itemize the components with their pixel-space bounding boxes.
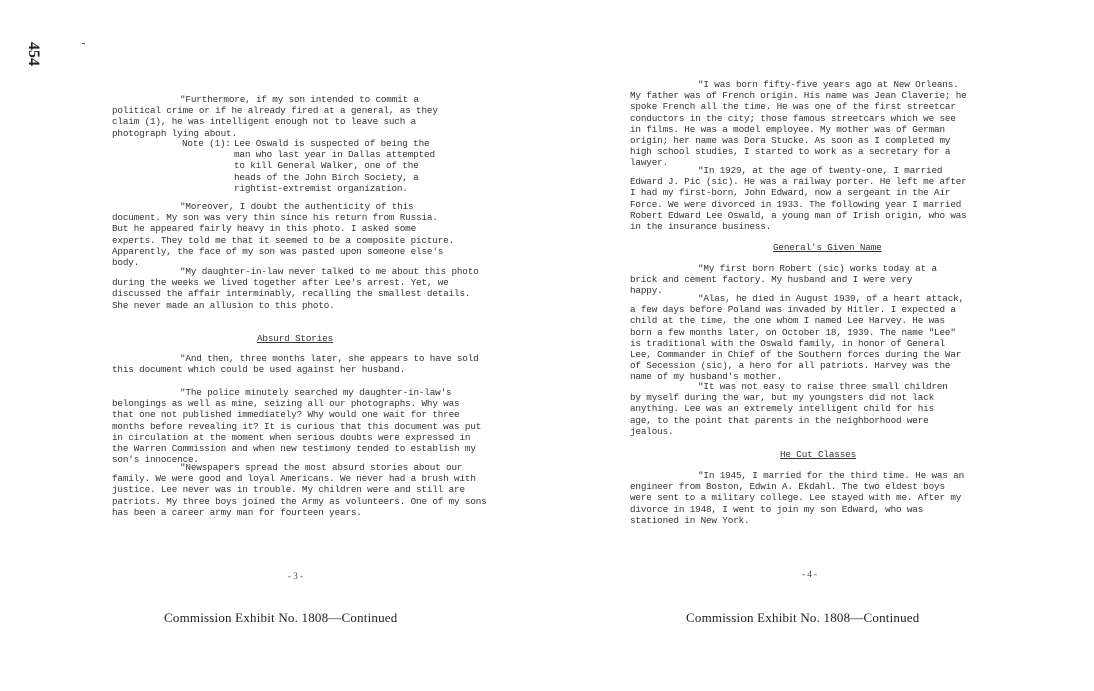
right-paragraph-3: "My first born Robert (sic) works today at a brick and cement factory. My husband and I were very happy. [630, 263, 937, 297]
left-paragraph-5: "The police minutely searched my daughter-in-law's belongings as well as mine, seizing all our photographs. Why was that one not published immediately? Why would one wait for three months before revealing it? It is curious that this document was put in circulation at the moment when serious doubts were expressed in the Warren Commission and when new testimony tended to establish my son's innocence. [112, 387, 482, 466]
left-paragraph-3: "My daughter-in-law never talked to me about this photo during the weeks we lived together after Lee's arrest. Yet, we discussed the affair interminably, recalling the smallest details. She never made an allusion to this photo. [112, 266, 479, 311]
right-paragraph-2: "In 1929, at the age of twenty-one, I married Edward J. Pic (sic). He was a railway porter. He left me after I had my first-born, John Edward, now a sergeant in the Air Force. We were divorced in 1933. The following year I married Robert Edward Lee Oswald, a young man of Irish origin, who was in the insurance business. [630, 165, 967, 233]
footnote [182, 138, 462, 194]
section-heading-generals-given-name: General's Given Name [773, 242, 882, 253]
right-paragraph-6: "In 1945, I married for the third time. He was an engineer from Boston, Edwin A. Ekdahl. The two eldest boys were sent to a military college. Lee stayed with me. After my divorce in 1948, I went to join my son Edward, who was stationed in New York. [630, 470, 965, 526]
right-exhibit-caption: Commission Exhibit No. 1808—Continued [686, 610, 920, 625]
page-number: 454 [25, 42, 42, 66]
right-page [630, 0, 970, 691]
footnote-text: Lee Oswald is suspected of being the man who last year in Dallas attempted to kill General Walker, one of the heads of the John Birch Society, a rightist-extremist organization. [234, 138, 435, 194]
left-page [112, 0, 492, 691]
left-paragraph-2: "Moreover, I doubt the authenticity of this document. My son was very thin since his return from Russia. But he appeared fairly heavy in this photo. I asked some experts. They told me that it seemed to be a composite picture. Apparently, the face of my son was pasted upon someone else's body. [112, 201, 455, 269]
right-paragraph-4: "Alas, he died in August 1939, of a heart attack, a few days before Poland was invaded by Hitler. I expected a child at the time, the one whom I named Lee Harvey. He was born a few months later, on October 18, 1939. The name "Lee" is traditional with the Oswald family, in honor of General Lee, Commander in Chief of the Southern forces during the War of Secession (sic), a hero for all patriots. Harvey was the name of my husband's mother. [630, 293, 965, 383]
section-heading-absurd-stories: Absurd Stories [257, 333, 334, 344]
left-paragraph-1: "Furthermore, if my son intended to commit a political crime or if he already fired at a general, as they claim (1), he was intelligent enough not to leave such a photograph lying about. [112, 94, 438, 139]
right-footer-page-number: - 4 - [802, 569, 817, 579]
right-paragraph-1: "I was born fifty-five years ago at New Orleans. My father was of French origin. His name was Jean Claverie; he spoke French all the time. He was one of the first streetcar conductors in the city; those famous streetcars which we see in films. He was a model employee. My mother was of German origin; her name was Dora Stucke. As soon as I completed my high school studies, I started to work as a secretary for a lawyer. [630, 79, 967, 169]
section-heading-he-cut-classes: He Cut Classes [780, 449, 857, 460]
left-exhibit-caption: Commission Exhibit No. 1808—Continued [164, 610, 398, 625]
margin-mark [82, 43, 85, 44]
left-paragraph-6: "Newspapers spread the most absurd stories about our family. We were good and loyal Americans. We never had a brush with justice. Lee never was in trouble. My children were and still are patriots. My three boys joined the Army as volunteers. One of my sons has been a career army man for fourteen years. [112, 462, 487, 518]
left-paragraph-4: "And then, three months later, she appears to have sold this document which could be used against her husband. [112, 353, 479, 376]
footnote-label: Note (1): [182, 138, 231, 149]
left-footer-page-number: - 3 - [288, 571, 303, 581]
right-paragraph-5: "It was not easy to raise three small children by myself during the war, but my youngsters did not lack anything. Lee was an extremely intelligent child for his age, to the point that parents in the neighborhood were jealous. [630, 381, 948, 437]
